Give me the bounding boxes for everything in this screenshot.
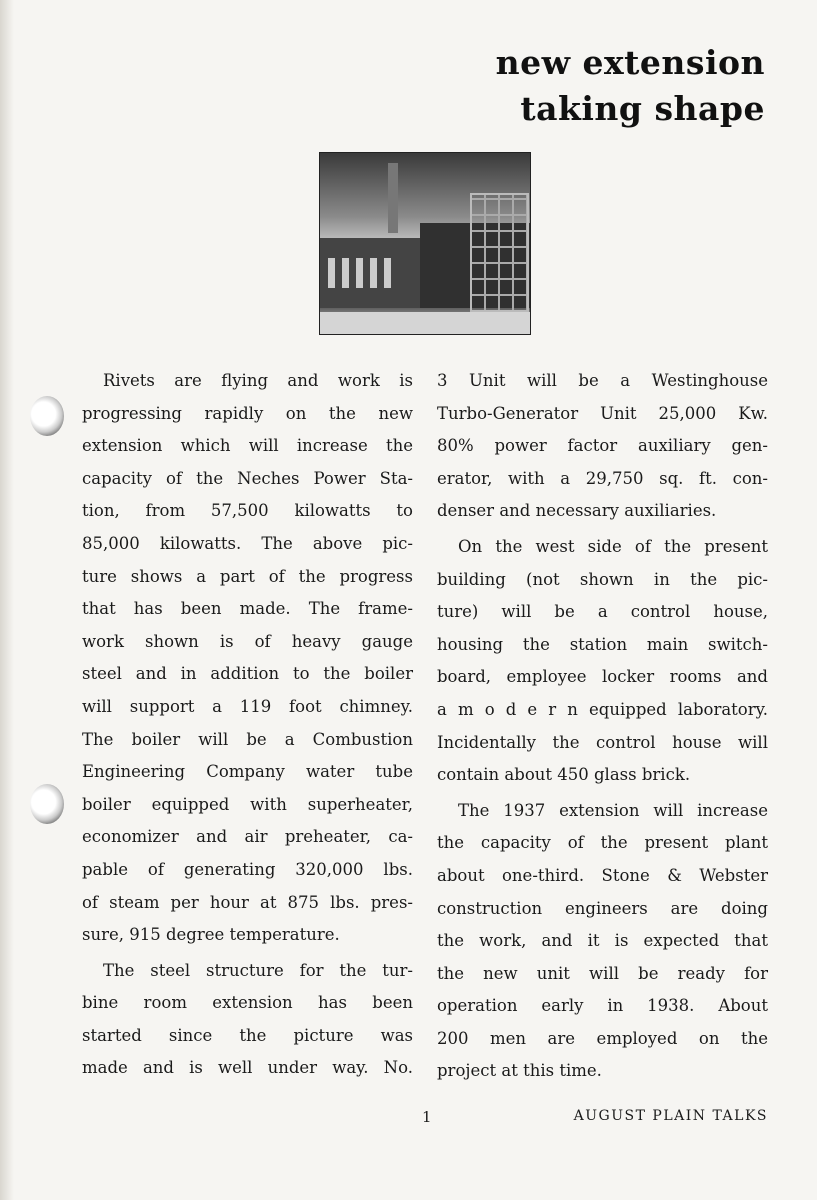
text-line: capacity of the Neches Power Sta- (82, 468, 413, 488)
text-line: the capacity of the present plant (437, 833, 768, 853)
ground (320, 312, 530, 334)
text-line: Engineering Company water tube (82, 762, 413, 782)
text-line: 200 men are employed on the (437, 1028, 768, 1048)
text-line: housing the station main switch- (437, 634, 768, 654)
text-line: ture shows a part of the progress (82, 566, 413, 586)
text-line: Incidentally the control house will (437, 732, 768, 752)
text-line: will support a 119 foot chimney. (82, 696, 413, 716)
text-line: boiler equipped with superheater, (82, 794, 413, 814)
text-line: Rivets are flying and work is (103, 371, 413, 390)
text-line: progressing rapidly on the new (82, 403, 413, 423)
text-line: steel and in addition to the boiler (82, 664, 413, 684)
right-column (437, 365, 768, 1091)
text-line: Turbo-Generator Unit 25,000 Kw. (437, 403, 768, 423)
text-line: the work, and it is expected that (437, 931, 768, 951)
title-line-1: new extension (495, 43, 765, 82)
text-line: project at this time. (437, 1061, 602, 1081)
text-line: extension which will increase the (82, 436, 413, 456)
text-line: pable of generating 320,000 lbs. (82, 859, 413, 879)
text-line: erator, with a 29,750 sq. ft. con- (437, 468, 768, 488)
text-line: contain about 450 glass brick. (437, 765, 691, 785)
text-line: the new unit will be ready for (437, 963, 768, 983)
construction-photo (319, 152, 531, 335)
article-title (496, 40, 765, 132)
text-line: board, employee locker rooms and (437, 667, 768, 687)
page-number: 1 (422, 1108, 432, 1126)
paragraph (437, 531, 768, 792)
text-line: tion, from 57,500 kilowatts to (82, 501, 413, 521)
text-line: 3 Unit will be a Westinghouse (437, 371, 768, 390)
binder-hole (30, 396, 64, 436)
left-column (82, 365, 413, 1088)
text-line: bine room extension has been (82, 993, 413, 1013)
text-line: 80% power factor auxiliary gen- (437, 436, 768, 456)
binder-hole (30, 784, 64, 824)
paragraph (437, 795, 768, 1088)
text-line: construction engineers are doing (437, 898, 768, 918)
text-line: The boiler will be a Combustion (82, 729, 413, 749)
steel-framework (470, 193, 529, 312)
text-line: ture) will be a control house, (437, 602, 768, 622)
text-line: made and is well under way. No. (82, 1058, 413, 1078)
publication-footer: AUGUST PLAIN TALKS (573, 1108, 768, 1124)
text-line: work shown is of heavy gauge (82, 631, 413, 651)
text-line: 85,000 kilowatts. The above pic- (82, 533, 413, 553)
paragraph (82, 365, 413, 952)
title-line-2: taking shape (520, 89, 765, 128)
text-line: economizer and air preheater, ca- (82, 827, 413, 847)
text-line: about one-third. Stone & Webster (437, 865, 768, 885)
text-line: of steam per hour at 875 lbs. pres- (82, 892, 413, 912)
text-line: sure, 915 degree temperature. (82, 925, 340, 945)
text-line: denser and necessary auxiliaries. (437, 501, 717, 521)
text-line: that has been made. The frame- (82, 599, 413, 619)
paragraph (437, 365, 768, 528)
text-line: The steel structure for the tur- (103, 960, 413, 980)
text-line: started since the picture was (82, 1025, 413, 1045)
chimney (388, 163, 398, 233)
paragraph (82, 955, 413, 1085)
text-line: building (not shown in the pic- (437, 569, 768, 589)
text-line: On the west side of the present (458, 536, 768, 556)
page-edge-shadow (0, 0, 14, 1200)
text-line: a m o d e r n equipped laboratory. (437, 699, 768, 719)
text-line: The 1937 extension will increase (458, 800, 768, 820)
text-line: operation early in 1938. About (437, 996, 768, 1016)
